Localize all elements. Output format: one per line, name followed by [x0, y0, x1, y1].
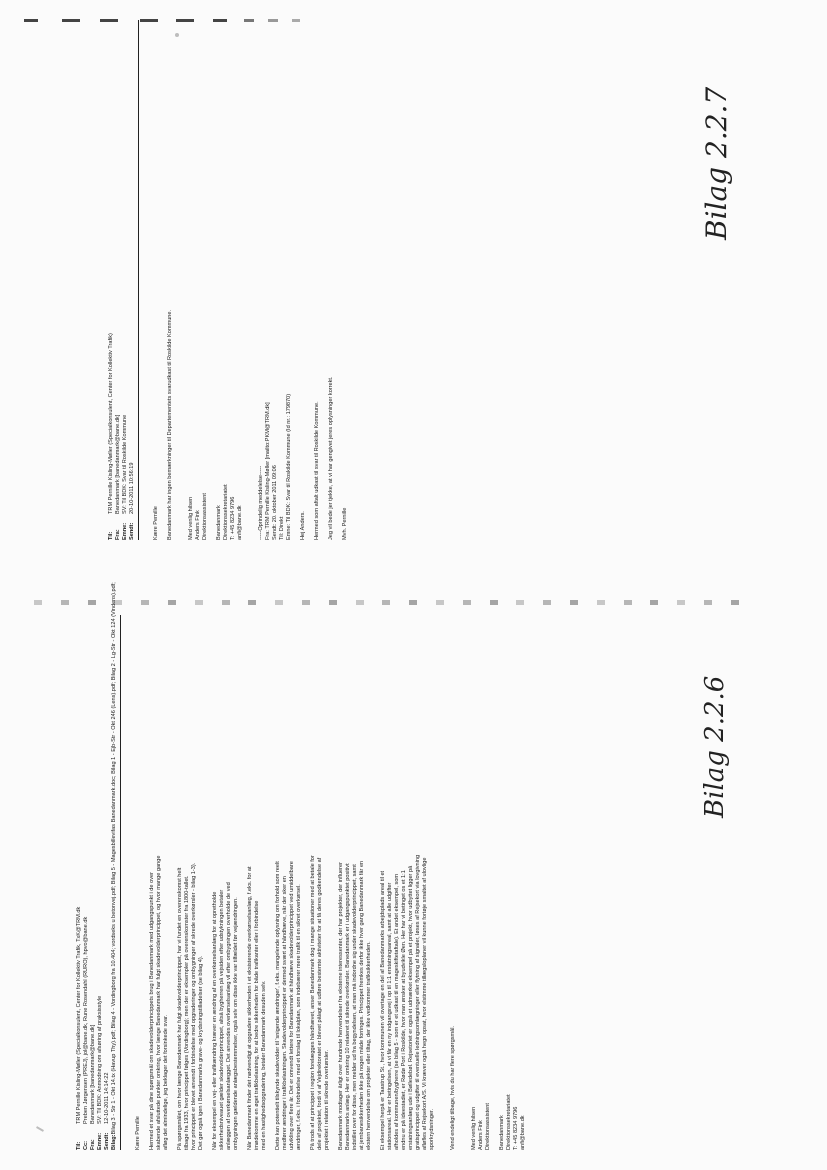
blank-line — [181, 20, 188, 540]
header-key: Til: — [76, 1141, 82, 1150]
blank-line — [464, 615, 471, 1150]
punch-mark — [275, 600, 283, 605]
punch-mark — [356, 600, 364, 605]
body-line: skabende afsluttede punkter omkring, hvor længe Banedanmark har fulgt skadevolderprincippet, og hvor mange gange — [156, 855, 162, 1150]
handwritten-bilag-top: Bilag 2.2.7 — [700, 86, 733, 240]
body-line: endnu er på ideestadiet, er Rødø Port i Roskilde, hvor man ønsker at byudvikle Øen. Her har vi betinget os et 1:1 — [401, 870, 407, 1150]
body-line: Med venlig hilsen — [471, 1106, 477, 1150]
header-value: 12-10-2011 14:14:22 — [104, 1072, 110, 1124]
punch-mark — [436, 600, 444, 605]
scan-mark — [62, 19, 80, 22]
header-value: SV: Til BDK: Svar til Roskilde Kommune — [122, 414, 128, 514]
scan-speck — [36, 1126, 44, 1132]
header-row — [104, 615, 111, 1150]
body-line: Fra: TRM Pernille Kisling-Møller [mailto:PKM@TRM.dk] — [265, 402, 271, 540]
body-line: Banedanmark modtager årligt over hundrede henvendelser fra eksterne interessenter, der har projekter, der influerer — [338, 862, 344, 1150]
body-line: anfi@bane.dk — [237, 505, 243, 540]
punch-mark — [463, 600, 471, 605]
header-key: Sendt: — [104, 1132, 110, 1150]
header-value: Bilag 3 - Str 1 - Okt 14.tx (Havup Thy).pdf; Bilag 4 - Vordingborg fra 10.404; vordseks u betonvej.pdf; Bilag 5 - Magesbillevifas Banedanmark.doc; Bilag 1 - Ejb-Str - Okt 246 (Lens).pdf; Bilag 2 - Lg-Str - Okt 124 (Vindens).pdf; — [111, 582, 117, 1135]
body-line: Kære Pernille — [135, 1116, 141, 1150]
body-line: udvikling over flere år. Det er omvendt lettere for Banedanmark at håndhæve skadevolderprincippet ved umiddelbare — [289, 861, 295, 1150]
body-line: Et eksempel herpå er Taastrup St., hvor kommunen vil overtage en del af Banedanmarks arbejdsplads areal til et — [380, 870, 386, 1150]
punch-mark — [34, 600, 42, 605]
blank-line — [331, 615, 338, 1150]
punch-mark — [731, 600, 739, 605]
email-bottom-body — [135, 615, 527, 1150]
body-line: Direktionsassistent — [485, 1103, 491, 1150]
header-key: Fra: — [90, 1139, 96, 1150]
body-line: gratisprincippet og udgifter til eventuelle ledningsomlægninger eller flytning af signaler, løses af Rejsekort via lovgivning — [415, 854, 421, 1150]
body-line: erstatningsanlæg ude i Bølledebøl. Rejsetoriet er også et udmærket eksempel på et projekt, hvor udbyttet ligger på — [408, 865, 414, 1150]
handwritten-bilag-bottom: Bilag 2.2.6 — [700, 675, 730, 818]
punch-mark — [222, 600, 230, 605]
header-row — [76, 615, 83, 1150]
body-line: afholdes af kommunen/bygherre (se bilag 5 - som er et udkast til en mageskiftetaftale). Et andet eksempel, som — [394, 873, 400, 1150]
body-line: Hermed som aftalt udkast til svar til Roskilde Kommune. — [314, 401, 320, 540]
punch-mark — [570, 600, 578, 605]
blank-line — [492, 615, 499, 1150]
body-line: Direktionssekretariatet — [506, 1094, 512, 1150]
blank-line — [335, 20, 342, 540]
body-line: Anders Fink — [478, 1120, 484, 1150]
header-row — [90, 615, 97, 1150]
header-row — [111, 582, 118, 1150]
punch-mark — [409, 600, 417, 605]
header-rule — [120, 615, 121, 1150]
body-line: at jernbanesikkerheden ikke på nogen måde forringes. Princippet fremkes derfor ikke hver gang Banedanmark får en — [359, 860, 365, 1150]
header-key: Emne: — [97, 1132, 103, 1150]
blank-line — [240, 615, 247, 1150]
body-line: Når for eksempel en vej- eller trafikændring kræver en ændring af en overkørselsanlæg for at opretholde — [212, 891, 218, 1150]
header-row — [115, 20, 122, 540]
body-line: indstillet over for disse, men melder ud fra begyndelsen, at man må indordne sig under skadevolderprincippet, samt — [352, 864, 358, 1150]
body-line: Hej Anders. — [300, 511, 306, 540]
blank-line — [443, 615, 450, 1150]
body-line: Dette kan potentielt tilskynde skadevolder til 'snigende ændringer', f.eks. mangelende oplysning om forhold som reelt — [275, 861, 281, 1150]
email-top — [108, 20, 349, 540]
header-row — [83, 615, 90, 1150]
body-line: Sendt: 20. oktober 2011 09:06 — [272, 465, 278, 540]
blank-line — [142, 615, 149, 1150]
header-key: Bilag: — [111, 1134, 117, 1150]
header-value: 20-10-2011 10:56:19 — [129, 462, 135, 514]
punch-mark — [597, 600, 605, 605]
header-value: TRM Pernille Kisling-Møller (Specialkonsulent, Center for Kollektiv Trafik, TxK@TRM.dk — [76, 906, 82, 1124]
body-line: Banedanmark — [216, 505, 222, 540]
blank-line — [457, 615, 464, 1150]
header-value: Preben Jørgensen (PREJ), jol@bane.dk, Rune Rosendahl (RURO), hpvo@bane.dk — [83, 916, 89, 1124]
body-line: hvor princippet er blevet anvendt i forbindelse med opgraderinger og ombygninger af skrede overkørsler - bilag 1-3). — [191, 862, 197, 1150]
body-line: Banedanmarks anlæg. Her er omkring 10 relateret til sikrede overkørsler. Banedanmark er i udgangspunktet positivt — [345, 863, 351, 1150]
punch-mark — [677, 600, 685, 605]
header-key: Cc: — [83, 1140, 89, 1150]
punch-mark — [516, 600, 524, 605]
blank-line — [160, 20, 167, 540]
blank-line — [251, 20, 258, 540]
blank-line — [436, 615, 443, 1150]
punch-mark — [704, 600, 712, 605]
blank-line — [268, 615, 275, 1150]
body-line: Direktionssekretariatet — [223, 484, 229, 540]
body-line: ombygningen gældende anlægsbestemmelser, også selv om disse ikke var tilfældet før vejændringen. — [233, 897, 239, 1150]
body-line: Direktionsassistent — [202, 493, 208, 540]
blank-line — [205, 615, 212, 1150]
body-line: T: +45 8234 9796 — [513, 1106, 519, 1150]
body-line: Med venlig hilsen — [188, 496, 194, 540]
header-key: Fra: — [115, 529, 121, 540]
body-line: Til: Direkt — [279, 516, 285, 540]
header-value: TRM Pernille Kisling-Møller (Specialkonsulent, Center for Kollektiv Trafik) — [108, 333, 114, 514]
punch-mark — [195, 600, 203, 605]
header-key: Sendt: — [129, 522, 135, 540]
email-bottom-header — [76, 582, 118, 1150]
body-line: Emne: Til BDK: Svar til Roskilde Kommune (Id nr.: 179870) — [286, 393, 292, 540]
header-row — [122, 20, 129, 540]
blank-line — [209, 20, 216, 540]
body-line: Jeg vil bede jer tjekke, at vi har gengivet jeres oplysninger korrekt. — [328, 376, 334, 540]
punch-mark — [382, 600, 390, 605]
body-line: Vend endeligt tilbage, hvis du har flere spørgsmål. — [450, 1025, 456, 1150]
blank-line — [307, 20, 314, 540]
body-line: medfører ændringer i trafikbelastningen. Skadevolderprincippet er dermed svært at håndhæve, når der sker en — [282, 876, 288, 1150]
body-line: T: +45 8234 9796 — [230, 496, 236, 540]
body-line: Anders Fink — [195, 510, 201, 540]
punch-mark — [543, 600, 551, 605]
body-line: anlæggen af overkørselsanlægget. Det anvendes overkørselsanlæg vil efter ombygningen overholde de ved — [226, 882, 232, 1150]
blank-line — [293, 20, 300, 540]
blank-line — [244, 20, 251, 540]
body-line: projektet i relation til sikrede overkørsler. — [324, 1049, 330, 1150]
body-line: sporkrydsninger. — [429, 1108, 435, 1150]
body-line: imødekomme en øget trafikbelastning, for at bedre sikkerheden for både trafikanter eller i forbindelse — [254, 900, 260, 1150]
header-value: Banedanmark [banedanmark@bane.dk] — [115, 414, 121, 514]
header-key: Til: — [108, 531, 114, 540]
body-line: afløg det almindelige, jeg beklager det forsinkede svar. — [163, 1014, 169, 1150]
header-row — [108, 20, 115, 540]
header-value: SV: Til BDK: Anmodning om afsøring af praksisstyle — [97, 995, 103, 1124]
body-line: -----Oprindelig meddelelse----- — [258, 465, 264, 540]
header-row — [129, 20, 136, 540]
body-line: Banedanmark har ingen bemærkninger til Departementets svarudkast til Roskilde Kommune. — [167, 309, 173, 540]
scan-speck — [175, 33, 179, 37]
body-line: sikkerhedsniveauet gælder skadevolderprincippet, altså bygherren på vejsiden efter udstykningen betaler — [219, 889, 225, 1150]
punch-mark — [329, 600, 337, 605]
blank-line — [373, 615, 380, 1150]
body-line: På spørgsmålet, om hvor længe Banedanmark har fulgt skadevolderprincippet, har vi fundet en overenskomst helt — [177, 867, 183, 1150]
header-key: Emne: — [122, 522, 128, 540]
email-top-body — [153, 20, 349, 540]
body-line: Banedanmark — [499, 1115, 505, 1150]
body-line: Hermed et svar på dine spørgsmål om skadevolderprincippets brug i Banedanmark med udgangspunkt i de over — [149, 872, 155, 1150]
punch-mark — [650, 600, 658, 605]
body-line: afløfles af Rejsekort A/S. Vi kræver også hegn opsat, hvor elstimme tillægsloplaner vil kunne fortøje smaltet af ulovlige — [422, 857, 428, 1150]
body-line: Kære Pernille — [153, 506, 159, 540]
body-line: ekstern henvendelse om projekter eller tiltag, der ikke vedkommer trafiksikkerheden. — [366, 941, 372, 1150]
body-line: Det gør også igen i Banedanmarks grave- og krydsningstilladelser (se bilag 4). — [198, 955, 204, 1150]
body-line: dele af projektet, fordi vi af Vejdirektoratet er blevet pålagt at udføre bestemte aktiviteter for at få deres godkendelse af — [317, 857, 323, 1150]
header-value: Banedanmark [banedanmark@bane.dk] — [90, 1024, 96, 1124]
punch-mark — [88, 600, 96, 605]
body-line: anfi@bane.dk — [520, 1115, 526, 1150]
blank-line — [303, 615, 310, 1150]
body-line: tilbage fra 1933, hvor princippet følges (Vordingborg); men der er eksempler på overenskomster fra 1800-tallet. — [184, 875, 190, 1150]
body-line: Når Banedanmark finder det nødvendigt at opgradere sikkerheden i et eksisterende overkørselsanlæg, f.eks. for at — [247, 866, 253, 1150]
body-line: med en hastighedsopgradering, betaler Banedanmark desuden selv. — [261, 980, 267, 1150]
punch-mark — [248, 600, 256, 605]
punch-mark — [302, 600, 310, 605]
header-rule — [138, 20, 139, 540]
blank-line — [321, 20, 328, 540]
header-row — [97, 615, 104, 1150]
blank-line — [170, 615, 177, 1150]
blank-line — [174, 20, 181, 540]
email-top-header — [108, 20, 136, 540]
punch-mark — [490, 600, 498, 605]
body-line: ændringer, f.eks. i forbindelse med et forslag til lokalplan, som indebærer mere trafik til en sikret overkørsel. — [296, 884, 302, 1150]
body-line: Mvh. Pernille — [342, 507, 348, 540]
email-bottom — [76, 582, 527, 1150]
punch-mark — [141, 600, 149, 605]
punch-mark — [168, 600, 176, 605]
scan-mark — [24, 19, 38, 22]
body-line: På trods af at princippet i region forelægges håndhævet, anser Banedanmark dog i mange situationer med at betale for — [310, 855, 316, 1150]
punch-mark — [624, 600, 632, 605]
punch-mark — [61, 600, 69, 605]
body-line: stationsareal. Her er betingelsen, at vi får en ny indgangsvej i op til 1:1 erstatningsareal, samt at alle udgifter — [387, 882, 393, 1150]
